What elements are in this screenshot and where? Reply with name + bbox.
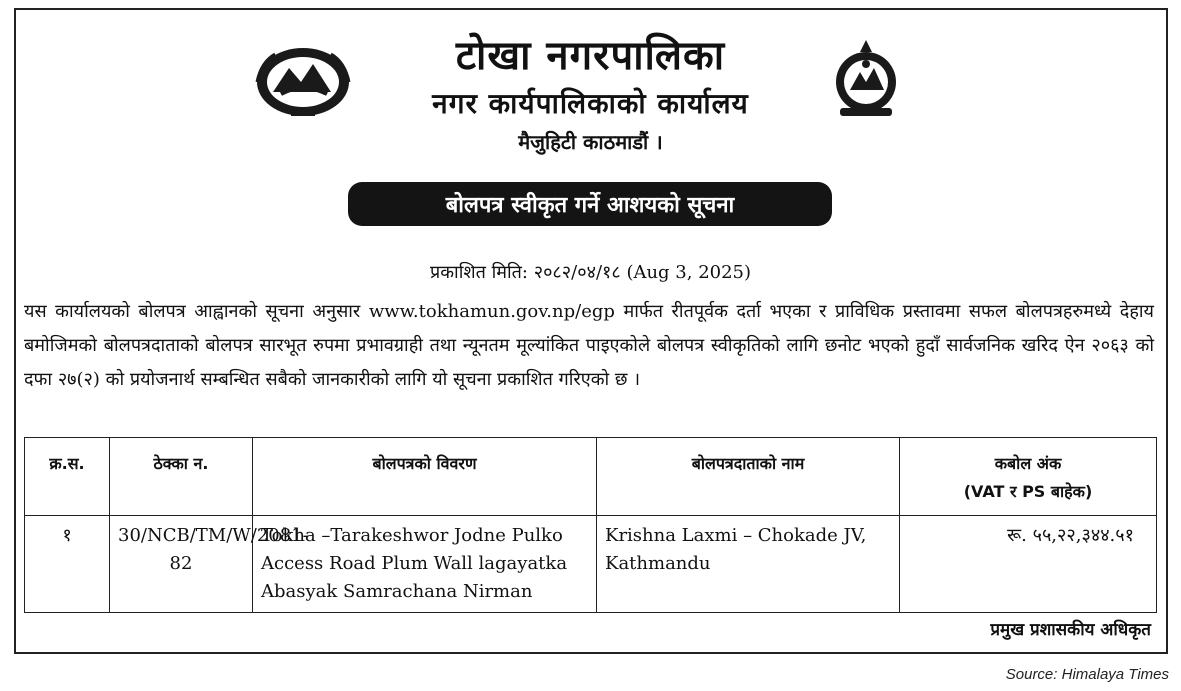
notice-title-banner: बोलपत्र स्वीकृत गर्ने आशयको सूचना [348, 182, 832, 226]
organization-title: टोखा नगरपालिका [455, 33, 726, 79]
table-row [25, 516, 1157, 613]
table-header-row [25, 438, 1157, 516]
source-credit: Source: Himalaya Times [1005, 666, 1169, 683]
tender-table [24, 437, 1157, 613]
cell-contract-no: 30/NCB/TM/W/2081-82 [110, 516, 253, 613]
signatory-title: प्रमुख प्रशासकीय अधिकृत [990, 620, 1151, 640]
header-amount-label: कबोल अंक [994, 454, 1062, 473]
header-amount [900, 438, 1157, 516]
header-description: बोलपत्रको विवरण [253, 438, 597, 516]
notice-body-text: यस कार्यालयको बोलपत्र आह्वानको सूचना अनुसार www.tokhamun.gov.np/egp मार्फत रीतपूर्वक दर्ता भएका र प्राविधिक प्रस्तावमा सफल बोलपत्रहरुमध्ये देहाय बमोजिमको बोलपत्रदाताको बोलपत्र सारभूत रुपमा प्रभावग्राही तथा न्यूनतम मूल्यांकित पाइएकोले बोलपत्र स्वीकृतिको लागि छनोट भएको हुदाँ सार्वजनिक खरिद ऐन २०६३ को दफा २७(२) को प्रयोजनार्थ सम्बन्धित सबैको जानकारीको लागि यो सूचना प्रकाशित गरिएको छ । [24, 301, 1154, 390]
header-contract-no: ठेक्का न. [110, 438, 253, 516]
header-serial-no: क्र.स. [25, 438, 110, 516]
cell-amount: रू. ५५,२२,३४४.५१ [900, 516, 1157, 613]
cell-bidder-name: Krishna Laxmi – Chokade JV, Kathmandu [597, 516, 900, 613]
cell-serial-no: १ [25, 516, 110, 613]
header-amount-note: (VAT र PS बाहेक) [963, 482, 1093, 501]
header-bidder-name: बोलपत्रदाताको नाम [597, 438, 900, 516]
cell-description: Tokha –Tarakeshwor Jodne Pulko Access Road Plum Wall lagayatka Abasyak Samrachana Nirman [253, 516, 597, 613]
office-title: नगर कार्यपालिकाको कार्यालय [432, 87, 749, 120]
publish-date: प्रकाशित मिति: २०८२/०४/१८ (Aug 3, 2025) [429, 262, 752, 283]
office-location: मैजुहिटी काठमाडौं । [518, 130, 663, 154]
